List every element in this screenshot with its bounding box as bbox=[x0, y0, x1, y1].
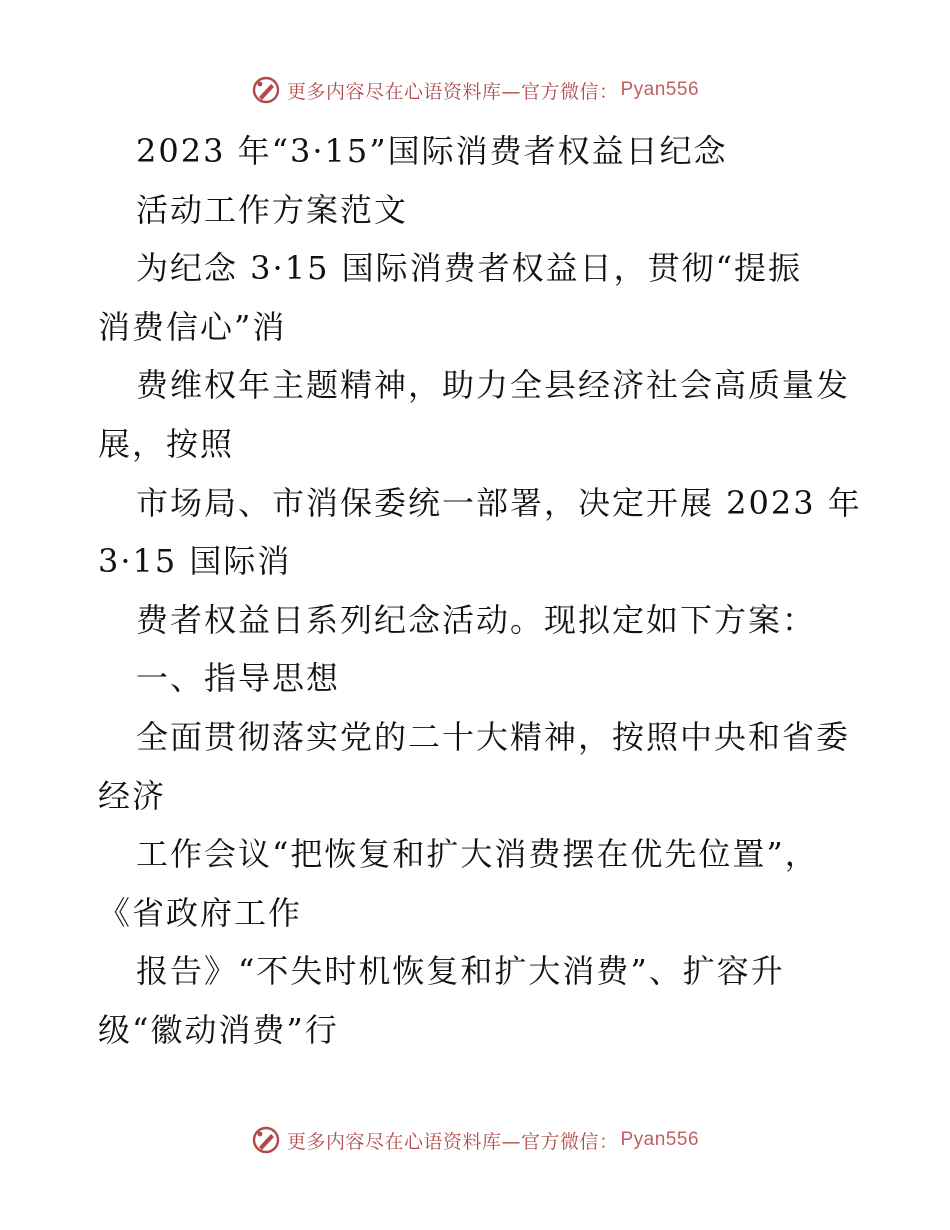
document-body bbox=[98, 122, 862, 1060]
doc-line: 2023 年“3·15”国际消费者权益日纪念 bbox=[136, 132, 728, 170]
doc-line: 活动工作方案范文 bbox=[136, 190, 409, 229]
doc-line: 3·15 国际消 bbox=[98, 542, 292, 581]
doc-line: 消费信心”消 bbox=[98, 307, 287, 346]
doc-line: 全面贯彻落实党的二十大精神，按照中央和省委 bbox=[136, 717, 851, 756]
doc-line: 费者权益日系列纪念活动。现拟定如下方案： bbox=[136, 600, 817, 639]
pen-circle-logo-icon bbox=[251, 75, 281, 105]
watermark-handle: Pyan556 bbox=[620, 79, 700, 100]
doc-line: 为纪念 3·15 国际消费者权益日，贯彻“提振 bbox=[136, 249, 802, 288]
doc-line: 级“徽动消费”行 bbox=[98, 1010, 339, 1049]
watermark-handle: Pyan556 bbox=[620, 1129, 700, 1150]
section-heading: 一、指导思想 bbox=[136, 659, 341, 698]
footer-watermark bbox=[0, 1120, 950, 1160]
watermark-text: 更多内容尽在心语资料库—官方微信： bbox=[286, 80, 619, 103]
header-watermark bbox=[0, 70, 950, 110]
doc-line: 报告》“不失时机恢复和扩大消费”、扩容升 bbox=[136, 952, 785, 991]
watermark-text: 更多内容尽在心语资料库—官方微信： bbox=[286, 1130, 619, 1153]
doc-line: 费维权年主题精神，助力全县经济社会高质量发 bbox=[136, 366, 851, 405]
doc-line: 《省政府工作 bbox=[98, 893, 303, 932]
doc-line: 经济 bbox=[98, 776, 167, 815]
doc-line: 展，按照 bbox=[98, 424, 235, 463]
doc-line: 市场局、市消保委统一部署，决定开展 2023 年 bbox=[136, 483, 862, 522]
doc-line: 工作会议“把恢复和扩大消费摆在优先位置”， bbox=[136, 835, 819, 874]
pen-circle-logo-icon bbox=[251, 1125, 281, 1155]
